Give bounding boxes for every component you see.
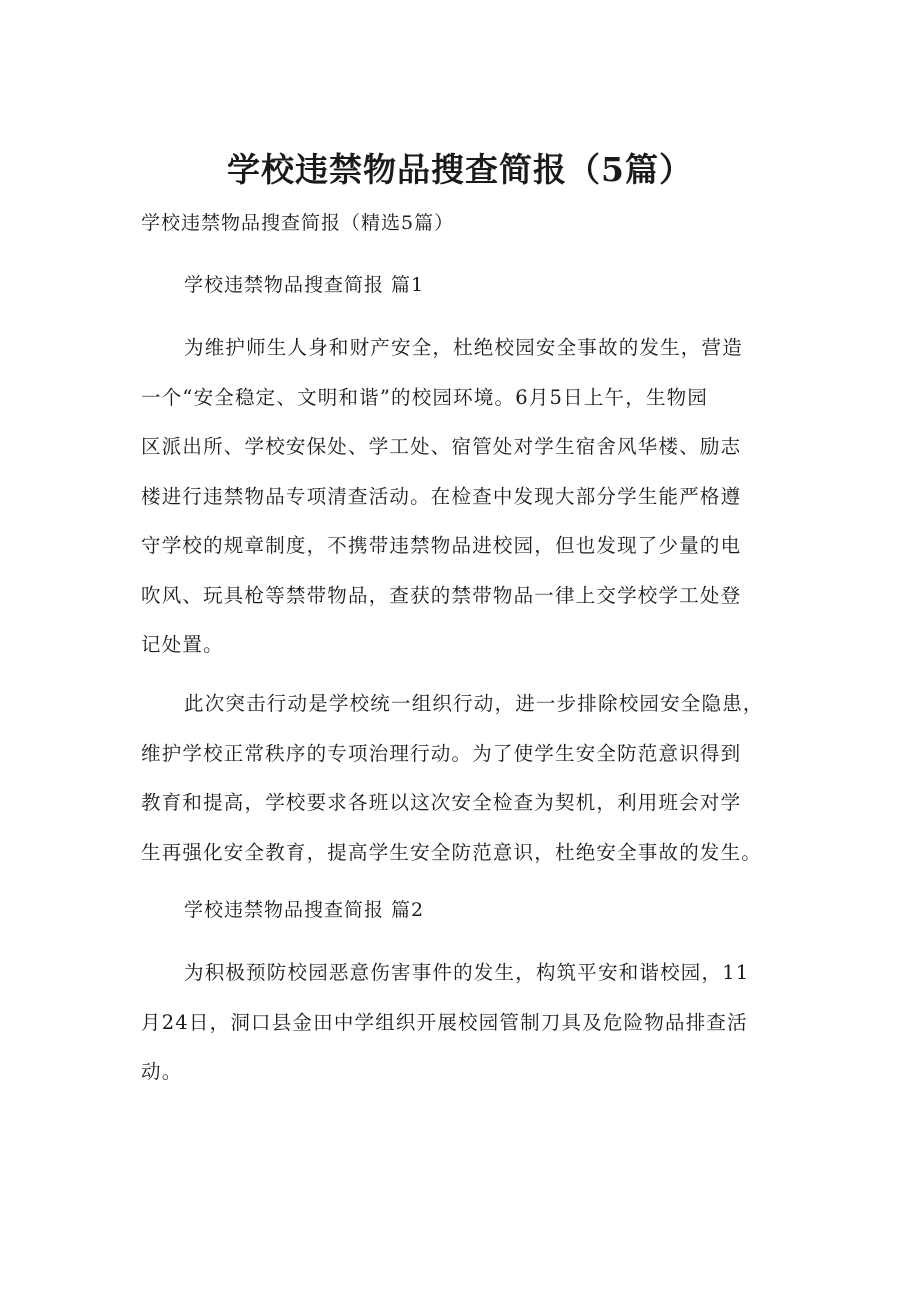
paragraph-line: 为维护师生人身和财产安全，杜绝校园安全事故的发生，营造 [184, 336, 743, 359]
paragraph-1-1 [141, 323, 801, 670]
paragraph-line: 区派出所、学校安保处、学工处、宿管处对学生宿舍风华楼、励志 [141, 435, 742, 458]
section-heading-2: 学校违禁物品搜查简报 篇2 [184, 899, 425, 921]
paragraph-line: 月24日，洞口县金田中学组织开展校园管制刀具及危险物品排查活 [141, 1010, 748, 1034]
paragraph-line: 楼进行违禁物品专项清查活动。在检查中发现大部分学生能严格遵 [141, 484, 742, 508]
paragraph-line: 吹风、玩具枪等禁带物品，查获的禁带物品一律上交学校学工处登 [141, 583, 742, 607]
paragraph-line: 生再强化安全教育，提高学生安全防范意识，杜绝安全事故的发生。 [141, 840, 763, 864]
paragraph-line: 记处置。 [141, 633, 224, 656]
paragraph-1-2 [141, 679, 801, 877]
paragraph-line: 教育和提高，学校要求各班以这次安全检查为契机，利用班会对学 [141, 791, 742, 814]
paragraph-line: 动。 [141, 1060, 183, 1083]
paragraph-line: 为积极预防校园恶意伤害事件的发生，构筑平安和谐校园，11 [184, 961, 750, 984]
paragraph-2-1 [141, 948, 801, 1097]
document-title: 学校违禁物品搜查简报（5篇） [227, 150, 693, 189]
paragraph-line: 此次突击行动是学校统一组织行动，进一步排除校园安全隐患， [184, 692, 764, 715]
document-subtitle: 学校违禁物品搜查简报（精选5篇） [141, 212, 455, 234]
section-heading-1: 学校违禁物品搜查简报 篇1 [184, 274, 425, 296]
paragraph-line: 守学校的规章制度，不携带违禁物品进校园，但也发现了少量的电 [141, 534, 742, 557]
paragraph-line: 维护学校正常秩序的专项治理行动。为了使学生安全防范意识得到 [141, 741, 742, 765]
paragraph-line: 一个“安全稳定、文明和谐”的校园环境。6月5日上午，生物园 [141, 385, 709, 409]
